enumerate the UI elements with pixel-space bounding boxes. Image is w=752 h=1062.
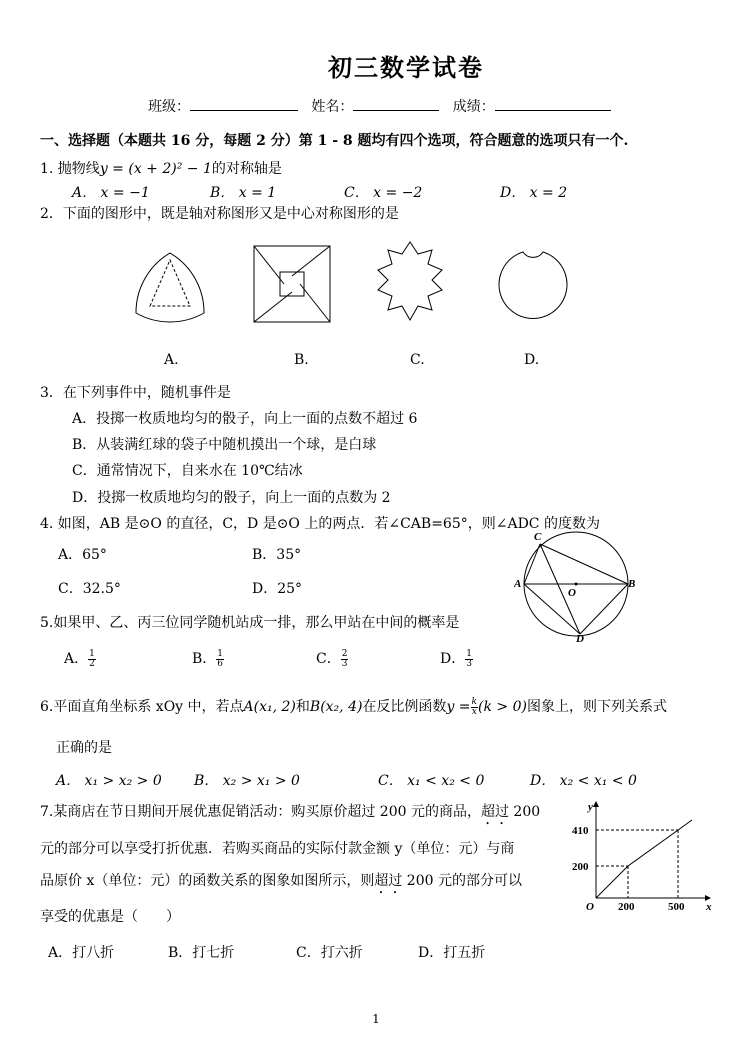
figure-a-reuleaux-triangle — [136, 253, 204, 322]
q1-suffix: 的对称轴是 — [211, 161, 282, 177]
q7-option-c[interactable]: C．打六折 — [296, 945, 363, 961]
chord-ca — [524, 544, 540, 584]
q2-stem: 2．下面的图形中，既是轴对称图形又是中心对称图形的是 — [40, 206, 399, 222]
q7-option-b[interactable]: B．打七折 — [168, 945, 235, 961]
figure-d-heart — [499, 252, 567, 318]
score-label: 成绩： — [452, 99, 495, 115]
label-b: B — [628, 578, 636, 590]
segment-1 — [596, 866, 628, 898]
q5-stem: 5.如果甲、乙、丙三位同学随机站成一排，那么甲站在中间的概率是 — [40, 615, 460, 631]
q7-option-a[interactable]: A．打八折 — [48, 945, 115, 961]
q6-option-a[interactable]: A． x₁ > x₂ > 0 — [56, 773, 162, 789]
q1-option-c[interactable]: C． x = −2 — [344, 185, 423, 201]
x-tick-200: 200 — [618, 901, 635, 913]
figure-b-pinwheel-square — [254, 246, 330, 322]
q6-option-b[interactable]: B． x₂ > x₁ > 0 — [194, 773, 300, 789]
page-title: 初三数学试卷 — [328, 53, 484, 82]
class-label: 班级： — [148, 99, 190, 115]
segment-2 — [628, 820, 692, 866]
y-tick-200: 200 — [572, 861, 589, 873]
origin-label: O — [586, 901, 594, 913]
q7-line2: 元的部分可以享受打折优惠．若购买商品的实际付款金额 y（单位：元）与商 — [40, 841, 515, 857]
section-heading: 一、选择题（本题共 16 分，每题 2 分）第 1 - 8 题均有四个选项，符合题意的选项只有一个. — [40, 133, 629, 149]
q4-option-a[interactable]: A．65° — [58, 547, 107, 563]
score-blank[interactable] — [495, 96, 611, 111]
q7-line1: 7.某商店在节日期间开展优惠促销活动：购买原价超过 200 元的商品，超过 200 — [40, 804, 541, 820]
chord-bd — [580, 584, 628, 634]
q2-label-d[interactable]: D. — [524, 352, 540, 368]
q6-option-d[interactable]: D． x₂ < x₁ < 0 — [530, 773, 637, 789]
q5-option-a[interactable]: A． $\frac{1}{2}$ — [64, 648, 95, 669]
q3-option-a[interactable]: A．投掷一枚质地均匀的骰子，向上一面的点数不超过 6 — [72, 411, 418, 427]
q6-stem-cont: 正确的是 — [56, 740, 112, 756]
q4-option-c[interactable]: C．32.5° — [58, 581, 121, 597]
center-point — [575, 583, 578, 586]
q6-stem: 6.平面直角坐标系 xOy 中，若点A(x₁, 2)和B(x₂, 4)在反比例函数y = $\frac{k}{x}$ (k > 0)图象上，则下列关系式 — [40, 696, 667, 717]
info-line — [148, 96, 611, 116]
q1-formula: y = (x + 2)² − 1 — [99, 161, 212, 177]
q1-stem — [40, 158, 282, 178]
x-tick-500: 500 — [668, 901, 685, 913]
q1-option-a[interactable]: A． x = −1 — [72, 185, 150, 201]
y-tick-410: 410 — [572, 825, 589, 837]
q1-option-b[interactable]: B． x = 1 — [210, 185, 277, 201]
x-axis-label: x — [706, 901, 712, 913]
q3-stem: 3．在下列事件中，随机事件是 — [40, 385, 231, 401]
q7-line4: 享受的优惠是（ ） — [40, 909, 180, 925]
q7-graph — [570, 798, 716, 916]
label-c: C — [534, 531, 542, 543]
q5-option-c[interactable]: C． $\frac{2}{3}$ — [316, 648, 348, 669]
y-axis-label: y — [588, 801, 593, 813]
q1-option-d[interactable]: D． x = 2 — [500, 185, 568, 201]
q2-label-b[interactable]: B. — [294, 352, 309, 368]
q4-circle-figure — [514, 530, 636, 642]
q2-figures — [128, 238, 578, 330]
q1-prefix: 1. 抛物线 — [40, 161, 100, 177]
q2-label-c[interactable]: C. — [410, 352, 425, 368]
label-d: D — [576, 633, 584, 642]
q3-option-c[interactable]: C．通常情况下，自来水在 10℃结冰 — [72, 463, 303, 479]
page-number: 1 — [372, 1012, 380, 1026]
label-a: A — [514, 578, 522, 590]
q5-option-d[interactable]: D． $\frac{1}{3}$ — [440, 648, 472, 669]
q5-option-b[interactable]: B． $\frac{1}{6}$ — [192, 648, 224, 669]
name-blank[interactable] — [353, 96, 439, 111]
q6-option-c[interactable]: C． x₁ < x₂ < 0 — [378, 773, 485, 789]
q4-option-d[interactable]: D．25° — [252, 581, 303, 597]
q3-option-d[interactable]: D．投掷一枚质地均匀的骰子，向上一面的点数为 2 — [72, 490, 391, 506]
label-o: O — [568, 587, 576, 599]
q7-option-d[interactable]: D．打五折 — [418, 945, 486, 961]
name-label: 姓名： — [311, 99, 354, 115]
q7-line3: 品原价 x（单位：元）的函数关系的图象如图所示，则超过 200 元的部分可以 — [40, 873, 522, 889]
class-blank[interactable] — [190, 96, 298, 111]
q4-stem: 4. 如图，AB 是⊙O 的直径，C，D 是⊙O 上的两点．若∠CAB=65°，则∠ADC 的度数为 — [40, 516, 600, 532]
figure-c-snowflake — [378, 242, 442, 320]
q4-option-b[interactable]: B．35° — [252, 547, 302, 563]
q3-option-b[interactable]: B．从装满红球的袋子中随机摸出一个球，是白球 — [72, 437, 377, 453]
q2-label-a[interactable]: A. — [164, 352, 179, 368]
